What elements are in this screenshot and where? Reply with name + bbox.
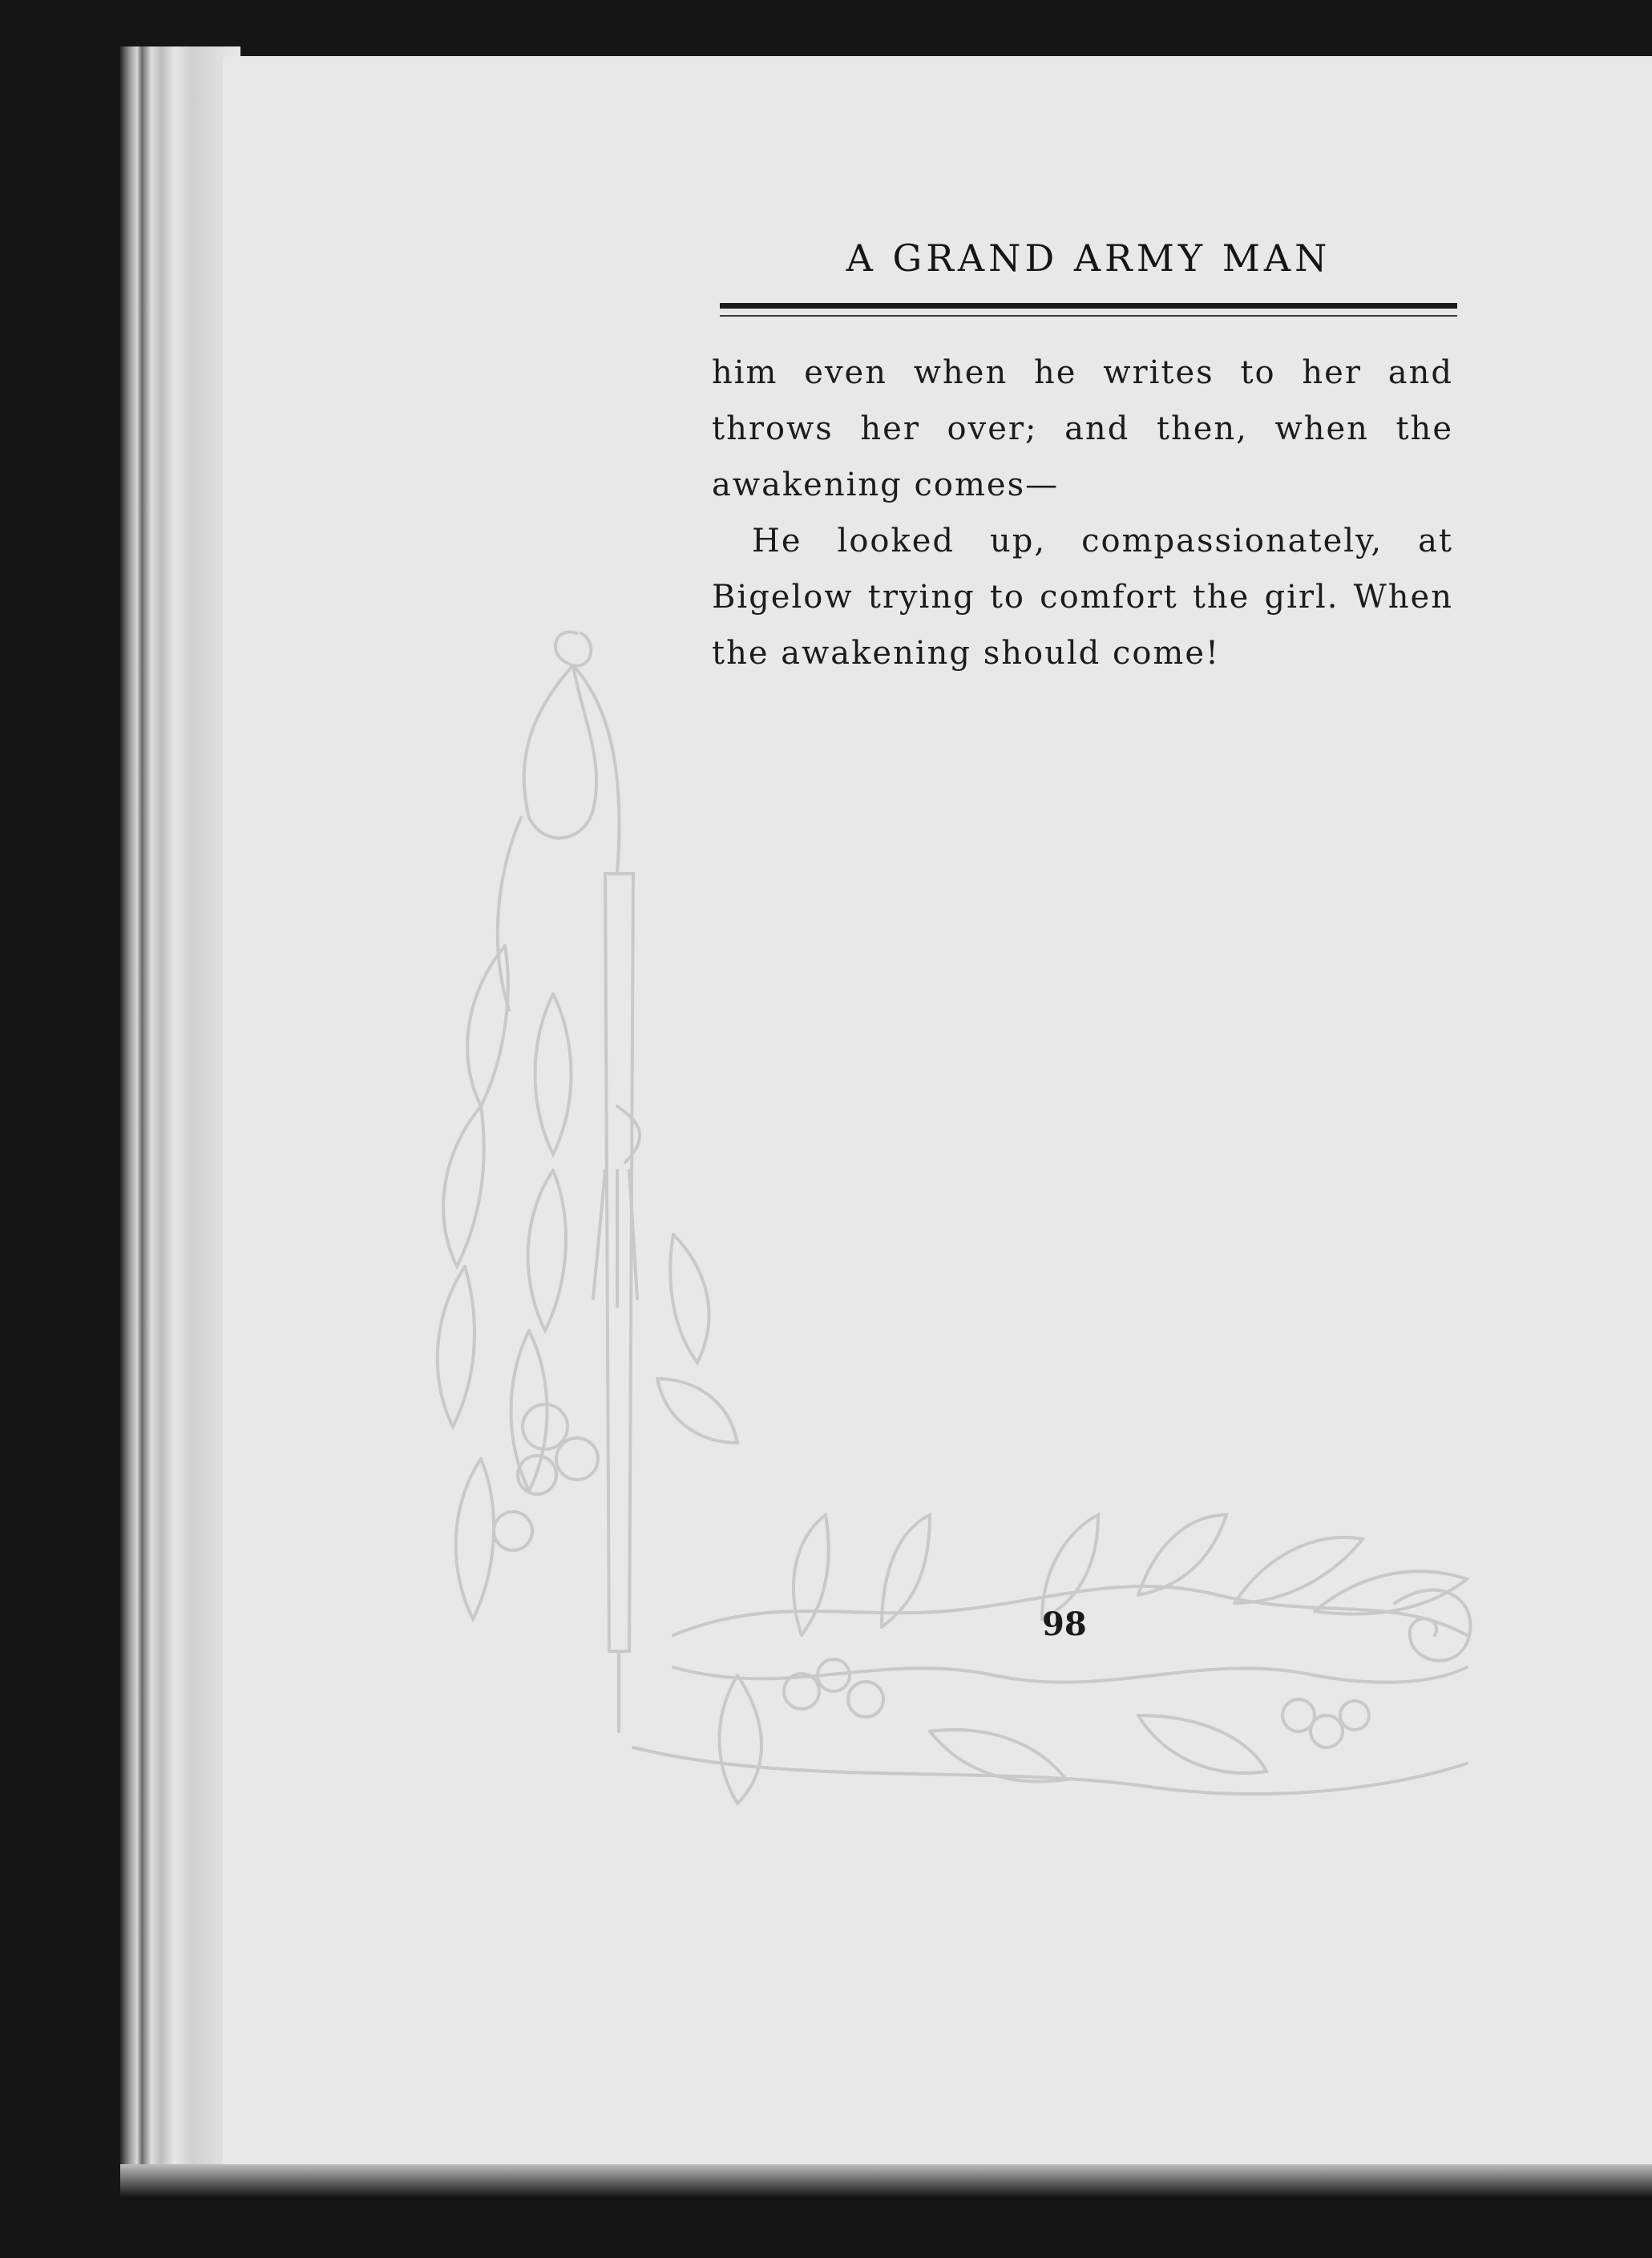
header-rule-thick [720,303,1457,309]
page-bottom-edge [120,2164,1652,2196]
paragraph-1: him even when he writes to her and throws her over; and then, when the awakening comes— [712,354,1453,503]
header-rule-thin [720,315,1457,317]
page-number: 98 [1042,1606,1087,1643]
running-head: A GRAND ARMY MAN [846,236,1331,280]
paragraph-2: He looked up, compassionately, at Bigelow trying to comfort the girl. When the awakening should come! [712,523,1453,672]
laurel-and-rifle-border-icon [433,609,1491,1860]
